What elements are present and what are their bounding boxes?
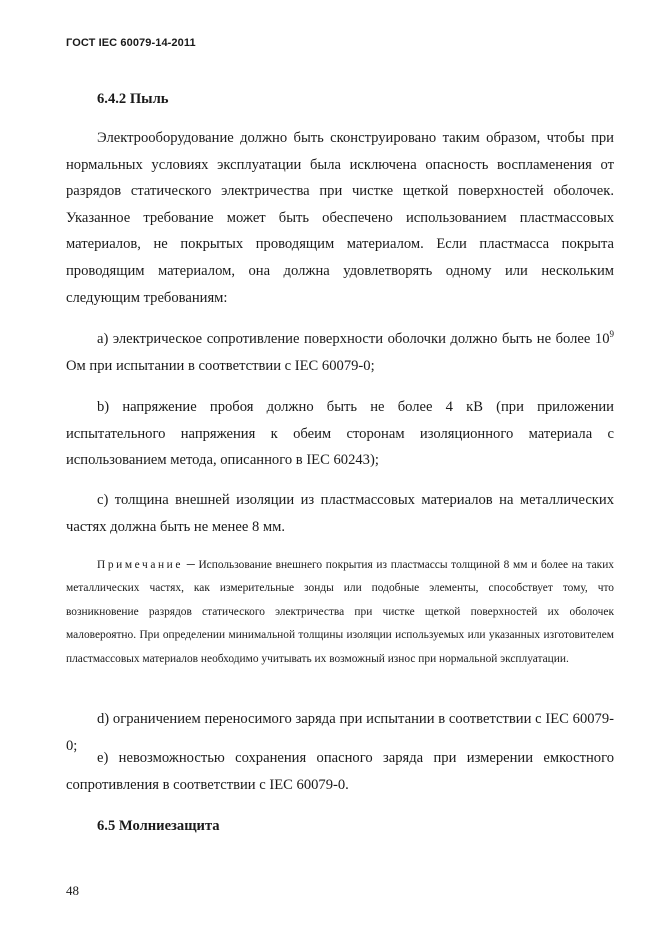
standard-header: ГОСТ IEC 60079-14-2011	[66, 37, 196, 49]
item-e-paragraph: е) невозможностью сохранения опасного заряда при измерении емкостного сопротивления в соответствии с IEC 60079-0.	[66, 750, 614, 793]
item-a-exponent: 9	[609, 329, 614, 340]
section-heading-6-5: 6.5 Молниезащита	[97, 818, 220, 834]
note-paragraph	[66, 554, 614, 671]
item-c-paragraph: с) толщина внешней изоляции из пластмассовых материалов на металлических частях должна быть не менее 8 мм.	[66, 492, 614, 535]
intro-paragraph: Электрооборудование должно быть сконструировано таким образом, чтобы при нормальных условиях эксплуатации была исключена опасность воспламенения от разрядов статического электричества при чистке щеткой поверхностей оболочек. Указанное требование может быть обеспечено использованием пластмассовых материалов, не покрытых проводящим материалом. Если пластмасса покрыта проводящим материалом, она должна удовлетворять одному или нескольким следующим требованиям:	[66, 130, 614, 306]
item-b-paragraph: b) напряжение пробоя должно быть не более 4 кВ (при приложении испытательного напряжения к обеим сторонам изоляционного материала с использованием метода, описанного в IEC 60243);	[66, 399, 614, 469]
item-d-paragraph: d) ограничением переносимого заряда при испытании в соответствии с IEC 60079-0;	[66, 711, 614, 754]
section-heading-6-4-2: 6.4.2 Пыль	[97, 91, 169, 107]
page-number: 48	[66, 883, 79, 898]
item-a-text-end: Ом при испытании в соответствии с IEC 60079-0;	[66, 357, 375, 374]
note-text: ─ Использование внешнего покрытия из пластмассы толщиной 8 мм и более на таких металлических частях, как измерительные зонды или подобные элементы, способствует тому, что возникновение разрядов статического электричества при чистке щеткой поверхностей их оболочек маловероятно. При определении минимальной толщины изоляции используемых или указанных изготовителем пластмассовых материалов необходимо учитывать их возможный износ при нормальной эксплуатации.	[66, 559, 614, 665]
note-label: Примечание	[97, 559, 184, 571]
item-a-text-start: а) электрическое сопротивление поверхности оболочки должно быть не более 10	[97, 331, 610, 347]
item-a-paragraph	[66, 326, 614, 379]
